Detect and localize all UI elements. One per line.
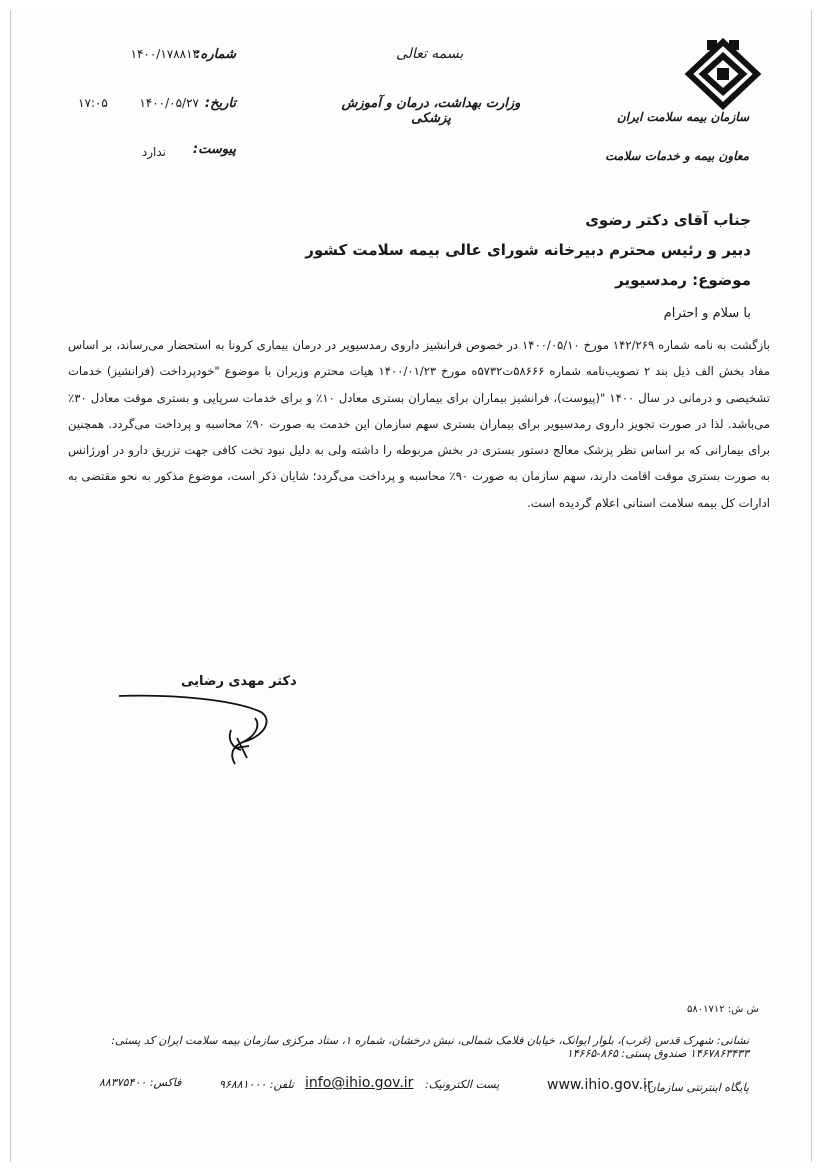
- letter-subject: موضوع: رمدسیویر: [615, 271, 751, 289]
- letter-body: بازگشت به نامه شماره ۱۴۲/۲۶۹ مورخ ۱۴۰۰/۰۵/۱۰ در خصوص فرانشیز داروی رمدسیویر در درمان بیماری کرونا به استحضار می‌رساند، بر اساس مفاد بخش الف ذیل بند ۲ تصویب‌نامه شماره ۵۸۶۶۶ت۵۷۳۲ه مورخ ۱۴۰۰/۰۱/۲۳ هیات محترم وزیران با موضوع "خودپرداخت (فرانشیز) خدمات تشخیصی و درمانی در سال ۱۴۰۰ "(پیوست)، فرانشیز بیماران برای بیماران بستری معادل ۱۰٪ و برای خدمات سرپایی و بستری موقت معادل ۳۰٪ می‌باشد. لذا در صورت تجویز داروی رمدسیویر برای بیماران بستری سهم سازمان این خدمت به صورت ۹۰٪ محاسبه و پرداخت می‌گردد. همچنین برای بیمارانی که بر اساس نظر پزشک معالج دستور بستری در بخش مربوطه را داشته ولی به دلیل نبود تخت کافی جهت تزریق دارو در اورژانس به صورت بستری موقت اقامت دارند، سهم سازمان به صورت ۹۰٪ محاسبه و پرداخت می‌گردد؛ شایان ذکر است، موضوع مذکور به نحو مقتضی به ادارات کل بیمه سلامت استانی اعلام گردیده است.: [68, 338, 771, 510]
- ihio-logo-icon: [681, 38, 765, 110]
- signature-icon: [115, 690, 279, 770]
- deputy-title: معاون بیمه و خدمات سلامت: [605, 149, 749, 163]
- ministry-name: وزارت بهداشت، درمان و آموزش پزشکی: [341, 96, 521, 126]
- attachment-value: ندارد: [141, 145, 166, 159]
- address-line: نشانی: شهرک قدس (غرب)، بلوار ایوانک، خیابان فلامک شمالی، نبش درخشان، شماره ۱، ستاد مرکزی سازمان بیمه سلامت ایران کد پستی: ۱۴۶۷۸۶۳۴۳۳ صندوق پستی: ۸۶۵-۱۴۶۶۵: [111, 1034, 749, 1060]
- bismillah: بسمه تعالی: [396, 46, 464, 62]
- email-label: پست الکترونیک:: [425, 1078, 500, 1091]
- email-link[interactable]: info@ihio.gov.ir: [305, 1075, 414, 1091]
- letter-page: [10, 10, 812, 1162]
- letter-number: ۱۴۰۰/۱۷۸۸۱۴: [130, 47, 199, 61]
- website-label: پایگاه اینترنتی سازمان:: [644, 1081, 749, 1094]
- letter-time: ۱۷:۰۵: [78, 96, 108, 110]
- recipient-name: جناب آقای دکتر رضوی: [585, 211, 751, 229]
- signatory-name: دکتر مهدی رضایی: [181, 674, 297, 689]
- reference-code: ش ش: ۵۸۰۱۷۱۲: [687, 1004, 759, 1015]
- website-link[interactable]: www.ihio.gov.ir: [547, 1077, 653, 1093]
- telephone: تلفن: ۹۶۸۸۱۰۰۰: [219, 1078, 295, 1091]
- letter-date: ۱۴۰۰/۰۵/۲۷: [139, 96, 199, 110]
- attachment-label: پیوست:: [192, 142, 236, 157]
- greeting: با سلام و احترام: [663, 306, 751, 321]
- recipient-title: دبیر و رئیس محترم دبیرخانه شورای عالی بیمه سلامت کشور: [305, 241, 751, 259]
- number-label: شماره:: [195, 47, 236, 62]
- fax: فاکس: ۸۸۳۷۵۴۰۰: [99, 1076, 182, 1089]
- organization-name: سازمان بیمه سلامت ایران: [616, 110, 749, 124]
- date-label: تاریخ:: [204, 96, 236, 111]
